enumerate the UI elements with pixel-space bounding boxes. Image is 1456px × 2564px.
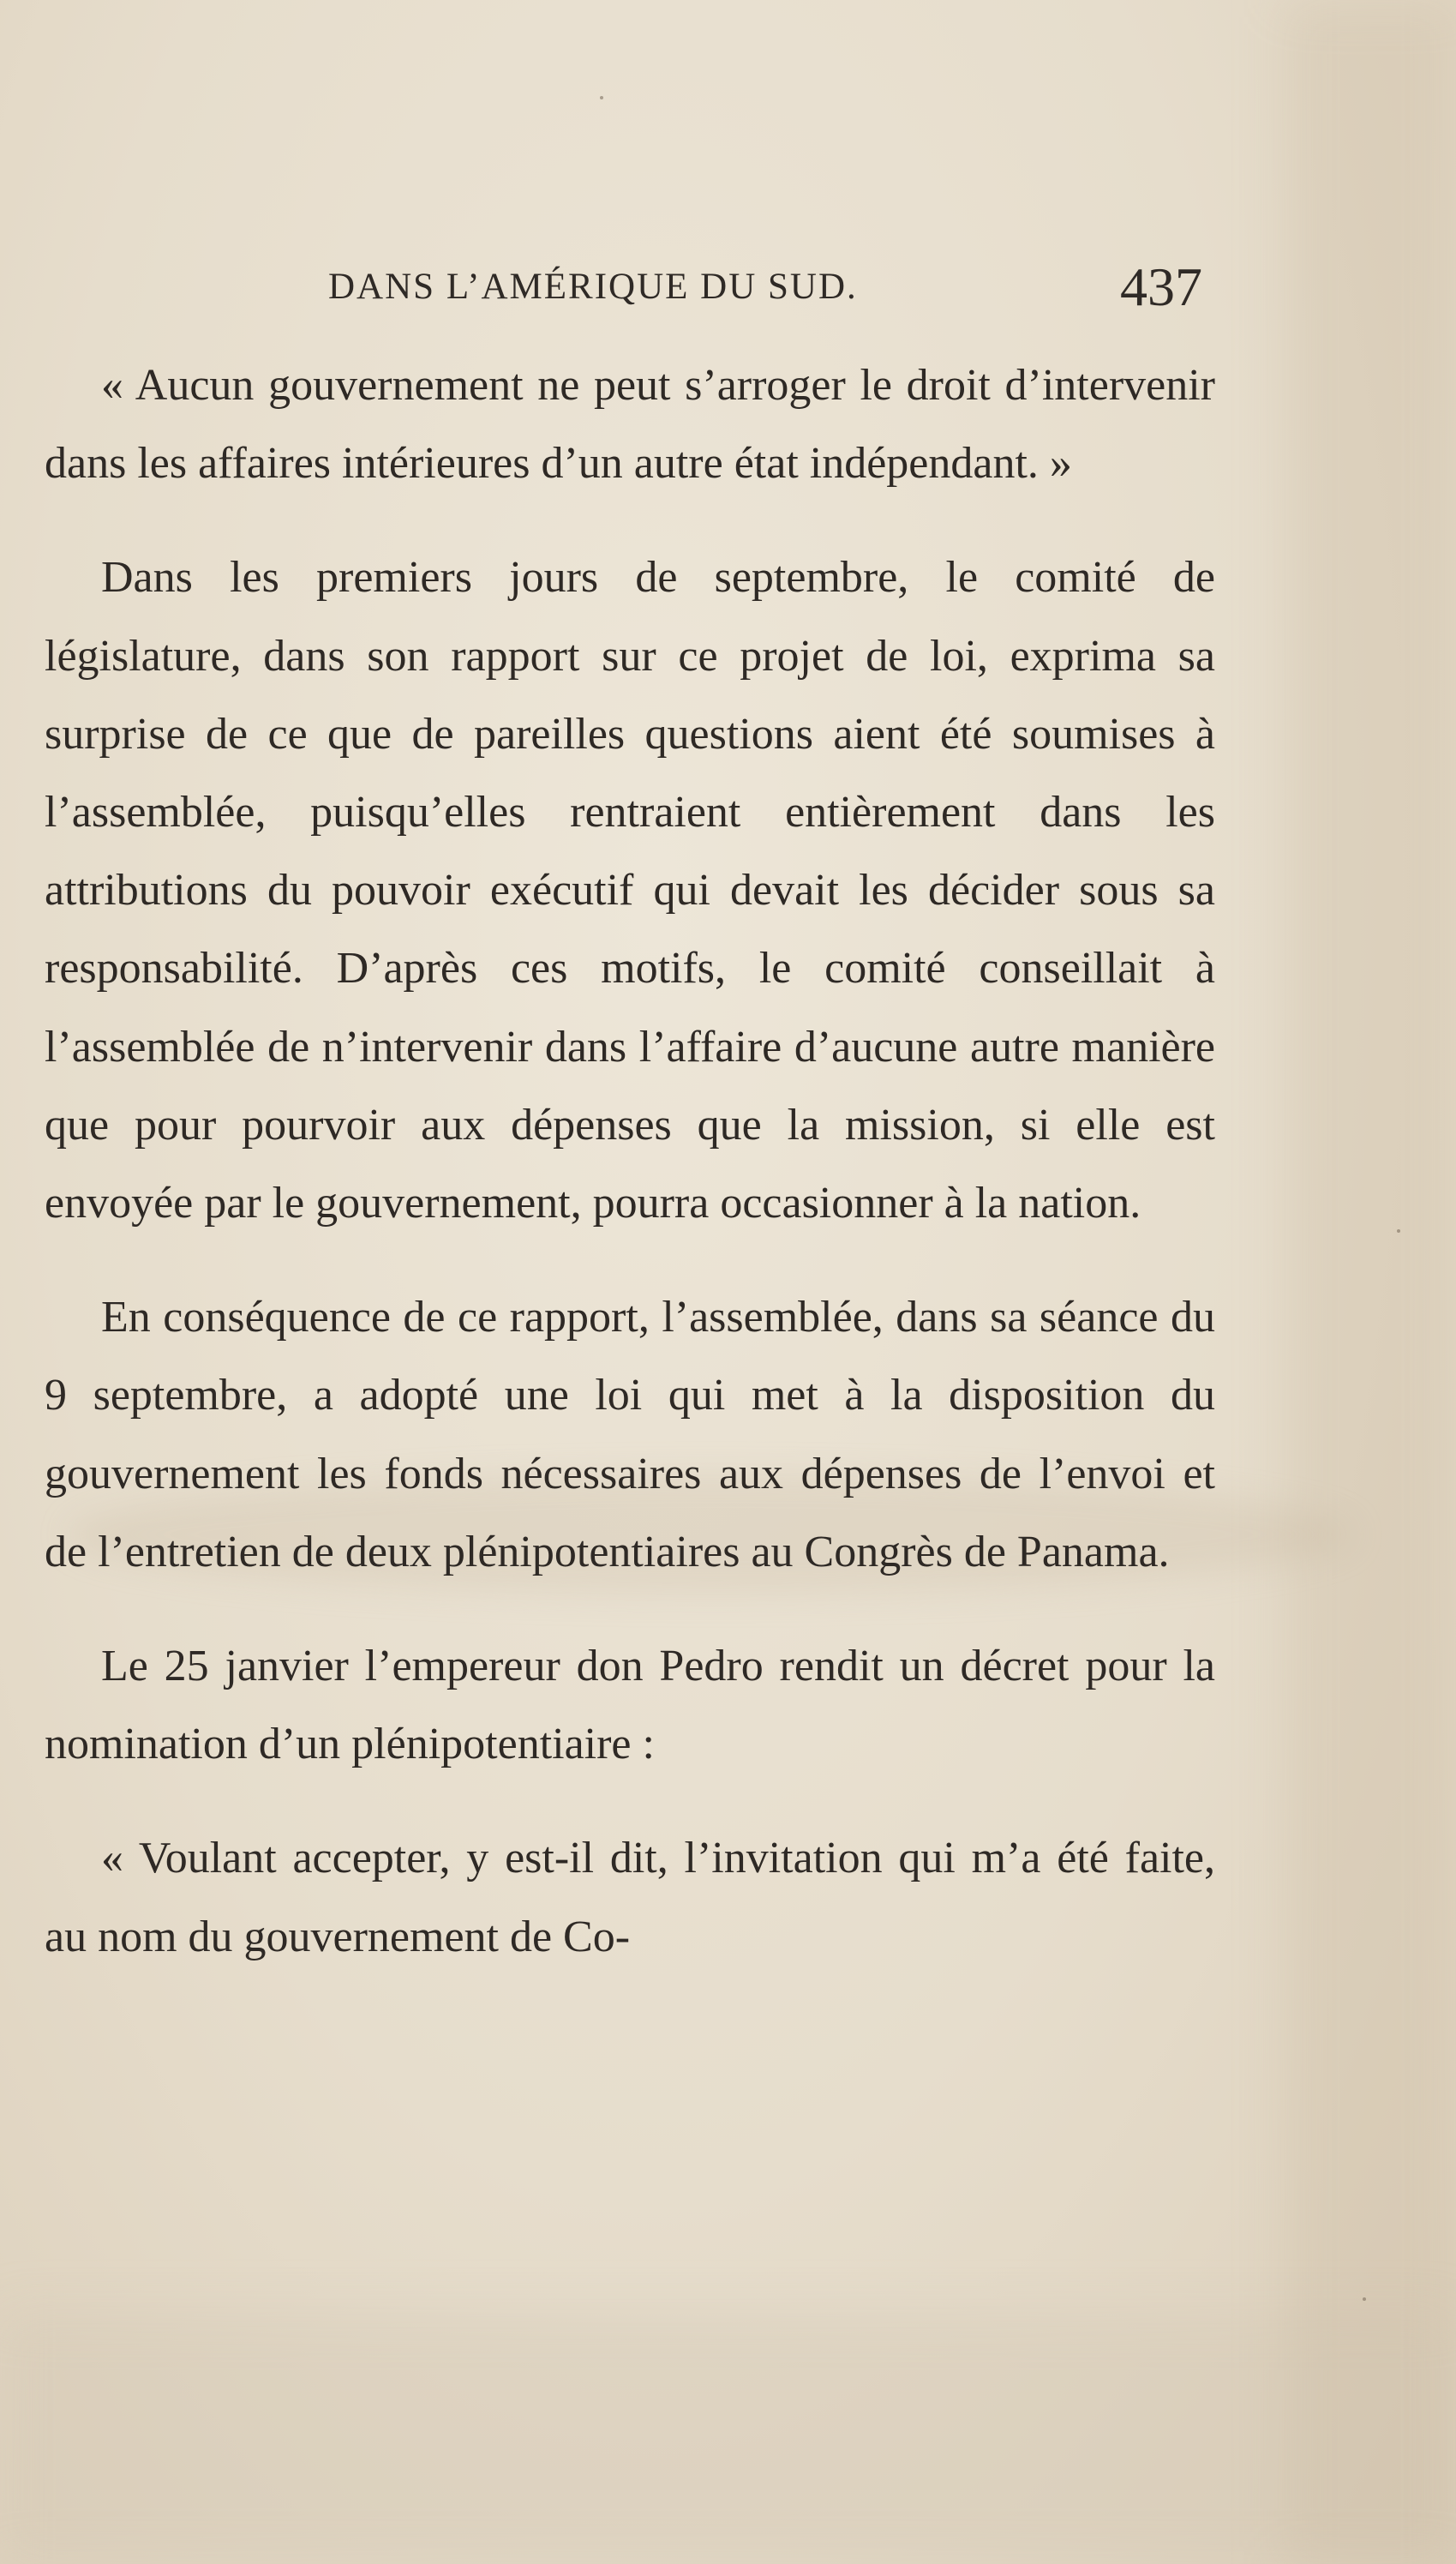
paper-speck (1397, 1229, 1400, 1233)
paragraph-emperor-decree: Le 25 janvier l’empereur don Pedro rendit un décret pour la nomination d’un plénipotentiaire : (45, 1642, 1215, 1769)
paragraph-committee-report: Dans les premiers jours de septembre, le comité de législature, dans son rapport sur ce projet de loi, exprima sa surprise de ce que de pareilles questions aient été soumises à l’assemblée, puisqu’elles rentraient entièrement dans les attributions du pouvoir exécutif qui devait les décider sous sa responsabilité. D’après ces motifs, le comité conseillait à l’assemblée de n’intervenir dans l’affaire d’aucune autre manière que pour pourvoir aux dépenses que la mission, si elle est envoyée par le gouvernement, pourra occasionner à la nation. (45, 553, 1215, 1228)
paper-edge-shading (1285, 0, 1456, 2564)
page-number: 437 (1120, 256, 1202, 317)
paragraph-quote-intervention: « Aucun gouvernement ne peut s’arroger le droit d’intervenir dans les affaires intérieures d’un autre état indépendant. » (45, 361, 1215, 489)
body-text (45, 346, 1215, 1976)
paragraph-decree-quote: « Voulant accepter, y est-il dit, l’invitation qui m’a été faite, au nom du gouvernement de Co- (45, 1834, 1215, 1961)
paragraph-assembly-law: En conséquence de ce rapport, l’assemblée, dans sa séance du 9 septembre, a adopté une loi qui met à la disposition du gouvernement les fonds nécessaires aux dépenses de l’envoi et de l’entretien de deux plénipotentiaires au Congrès de Panama. (45, 1293, 1215, 1576)
paper-speck (1363, 2297, 1366, 2301)
running-header (328, 257, 1202, 326)
paper-bottom-shading (0, 2315, 1456, 2564)
running-head-title: DANS L’AMÉRIQUE DU SUD. (328, 267, 858, 307)
paper-speck (600, 96, 603, 99)
